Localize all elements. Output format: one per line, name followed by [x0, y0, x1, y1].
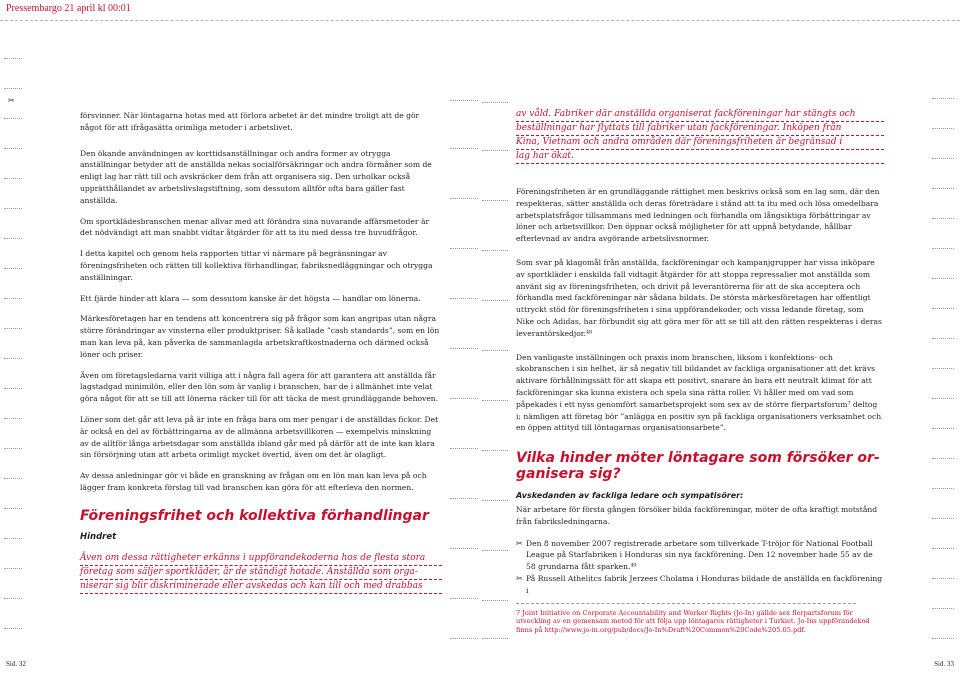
subheading: Hindret — [80, 531, 117, 542]
scissors-icon: ✂ — [516, 573, 523, 583]
paragraph: Av dessa anledningar gör vi både en granskning av frågan om en lön man kan leva på och lägger fram konkreta förslag till vad branschen kan göra för att efterleva den normen. — [80, 471, 427, 492]
paragraph: När arbetare för första gången försöker bilda fackföreningar, möter de ofta kraftigt motstånd från fabriksledningarna. — [516, 504, 878, 526]
subheading: Avskedanden av fackliga ledare och sympatisörer: — [516, 491, 744, 501]
list-item — [516, 538, 884, 573]
bullet-list — [516, 538, 884, 597]
paragraph: försvinner. När löntagarna hotas med att förlora arbetet är det mindre troligt att de gör något för att ifrågasätta orimliga metoder i arbetslivet. — [80, 111, 420, 132]
paragraph: Den ökande användningen av korttidsanställningar och andra former av otrygga anställningar betyder att de anställda nekas socialförsäkringar och andra förmåner som de enligt lag har rätt till och avskräcker dem från att organisera sig. Den urholkar också upprätthållandet av arbetslivslagstiftning, som dessutom alltför ofta bara gäller fast anställda. — [80, 148, 432, 205]
left-page — [80, 110, 442, 594]
callout-line: niserar sig blir diskriminerade eller avskedas och kan till och med drabbas — [80, 580, 442, 594]
header-text: Pressembargo 21 april kl 00:01 — [6, 3, 131, 14]
scissors-icon: ✂ — [516, 538, 523, 548]
paragraph: Löner som det går att leva på är inte en fråga bara om mer pengar i de anställdas fickor. Det är också en del av förbättringarna av de allmänna arbetsvillkoren — exempelvis minskning av de alltför långa arbetsdagar som anställda ibland går med på därför att de inte kan klara sin försörjning utan att arbeta orimligt mycket övertid, även om det är olagligt. — [80, 414, 439, 460]
section-title-line: ganisera sig? — [516, 466, 621, 483]
footnote: 7 Joint Initiative on Corporate Accountability and Worker Rights (Jo-In) gällde sex flerpartsforum för utveckling av en gemensam metod för att följa upp löntagares rättigheter i Turkiet. Jo-Ins uppförandekod finns på http://www.jo-in.org/pub/docs/Jo-In%Draft%20Common%20Code%205.05.pdf. — [516, 608, 870, 634]
paragraph: Den vanligaste inställningen och praxis inom branschen, liksom i konfektions- och skobranschen i sin helhet, är så negativ till bildandet av fackliga organisationer att det krävs aktivare förhållningssätt för att skapa ett positivt, snarare än bara ett neutralt klimat för att fackföreningar ska kunna existera och spela sina rätta roller. Vi håller med om vad som påpekades i ett nyss genomfört samarbetsprojekt som sex av de större flerpartsforum⁷ deltog i; nämligen att företag bör ”anlägga en positiv syn på fackliga organisationers verksamhet och en öppen attityd till löntagarnas organisationsarbete”. — [516, 352, 882, 433]
callout-line: beställningar har flyttats till fabriker utan fackföreningar. Inköpen från — [516, 122, 884, 136]
section-title: Föreningsfrihet och kollektiva förhandlingar — [80, 507, 429, 524]
footnote-rule — [516, 603, 856, 604]
scissors-icon: ✂ — [8, 96, 15, 105]
paragraph: Märkesföretagen har en tendens att koncentrera sig på frågor som kan angripas utan några större förändringar av vinsterna eller produktpriser. Så kallade ”cash standards”, som en lön man kan leva på, kan påverka de sammanlagda arbetskraftkostnaderna och därmed också löner och priser. — [80, 314, 440, 359]
callout-quote — [516, 108, 884, 164]
center-gutter-rules — [450, 48, 510, 653]
list-item-text: På Russell Athelitcs fabrik Jerzees Cholama i Honduras bildade de anställda en fackförening i — [526, 573, 883, 595]
paragraph: Ett fjärde hinder att klara — som dessutom kanske är det högsta — handlar om lönerna. — [80, 293, 421, 303]
section-title — [516, 450, 884, 482]
callout-quote — [80, 552, 442, 594]
right-margin-rules — [932, 48, 958, 653]
paragraph: Även om företagsledarna varit villiga att i några fall agera för att garantera att anställda får lagstadgad minimilön, eller den lön som är vanlig i branschen, har de i allmänhet inte velat göra något för att se till att lönerna räcker till för att täcka de mest grundläggande behoven. — [80, 370, 439, 404]
header-rule — [0, 20, 960, 21]
callout-line: Kina, Vietnam och andra områden där föreningsfriheten är begränsad i — [516, 136, 884, 150]
list-item-text: Den 8 november 2007 registrerade arbetare som tillverkade T-tröjor för National Football League på Starfabriken i Honduras sin nya fackförening. Den 12 november hade 55 av de 58 grundarna fått sparken.⁴⁹ — [526, 538, 873, 572]
callout-line: företag som säljer sportkläder, är de ständigt hotade. Anställda som orga- — [80, 566, 442, 580]
paragraph: I detta kapitel och genom hela rapporten tittar vi närmare på begränsningar av föreningsfriheten och rätten till kollektiva förhandlingar, fabriksnedläggningar och otrygga anställningar. — [80, 249, 433, 282]
callout-line: av våld. Fabriker där anställda organiserat fackföreningar har stängts och — [516, 108, 884, 122]
page-number-right: Sid. 33 — [934, 660, 954, 668]
list-item — [516, 573, 884, 597]
section-title-line: Vilka hinder möter löntagare som försöker or- — [516, 450, 880, 467]
left-margin-rules — [4, 48, 26, 653]
paragraph: Föreningsfriheten är en grundläggande rättighet men beskrivs också som en lag som, där den respekteras, sätter anställda och deras företrädare i stånd att ta itu med och lösa omedelbara arbetsplatsfrågor tillsammans med ledningen och förhandla om långsiktiga förbättringar av löner och arbetsvillkor. Den öppnar också möjligheter för att uppnå betydande, hållbar efterlevnad av andra avgörande arbetslivsnormer. — [516, 187, 880, 244]
paragraph: Om sportklädesbranschen menar allvar med att förändra sina nuvarande affärsmetoder är det nödvändigt att man snabbt vidtar åtgärder för att ta itu med dessa tre huvudfrågor. — [80, 216, 430, 238]
callout-line: Även om dessa rättigheter erkänns i uppförandekoderna hos de flesta stora — [80, 552, 442, 566]
right-page — [516, 108, 884, 634]
page-number-left: Sid. 32 — [6, 660, 26, 668]
paragraph: Som svar på klagomål från anställda, fackföreningar och kampanjgrupper har vissa inköpare av sportkläder i enskilda fall vidtagit åtgärder för att stoppa repressalier mot anställda som använt sig av föreningsfriheten, och drivit på leverantörerna för att de ska acceptera och förhandla med fackföreningar när sådana bildats. De största märkesföretagen har offentligt uttryckt stöd för föreningsfriheten i sina uppförandekoder, och vissa ledande företag, som Nike och Adidas, har förbundit sig att göra mer för att se till att den rätten respekteras i deras leverantörskedjor.⁴⁸ — [516, 257, 882, 338]
callout-line: lag har ökat. — [516, 150, 884, 164]
